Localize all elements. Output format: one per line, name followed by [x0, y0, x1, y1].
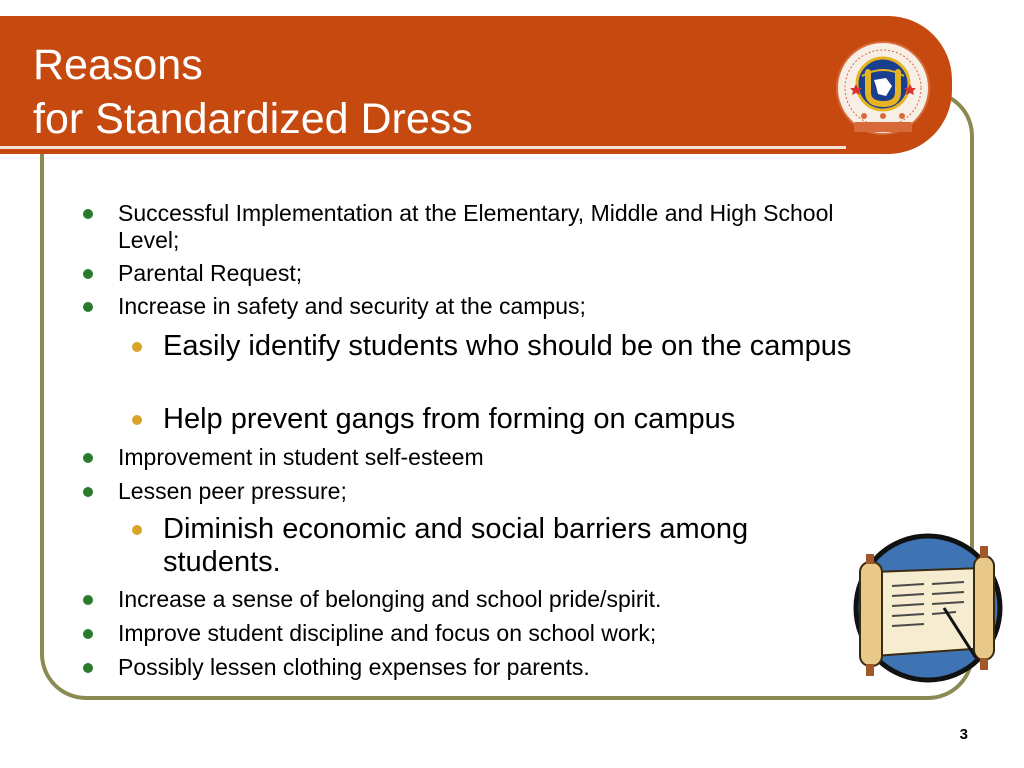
bullet-item: Successful Implementation at the Elementary, Middle and High School Level;	[118, 200, 858, 254]
scroll-icon	[852, 528, 1004, 688]
bullet-item: Improve student discipline and focus on school work;	[118, 620, 858, 647]
bullet-item: Increase in safety and security at the campus;	[118, 293, 858, 320]
bullet-item: Parental Request;	[118, 260, 858, 287]
sub-bullet-item: Easily identify students who should be on the campus	[163, 330, 863, 363]
bullet-item: Possibly lessen clothing expenses for parents.	[118, 654, 858, 681]
page-number: 3	[959, 726, 968, 743]
district-seal-icon	[828, 36, 938, 146]
title-bar	[0, 16, 952, 154]
title-underline	[0, 146, 846, 149]
sub-bullet-item: Diminish economic and social barriers among students.	[163, 513, 863, 579]
bullet-item: Improvement in student self-esteem	[118, 444, 858, 471]
bullet-item: Increase a sense of belonging and school pride/spirit.	[118, 586, 858, 613]
slide-title	[33, 38, 473, 146]
bullet-item: Lessen peer pressure;	[118, 478, 858, 505]
title-line-2: for Standardized Dress	[33, 95, 473, 143]
sub-bullet-item: Help prevent gangs from forming on campus	[163, 403, 863, 436]
title-line-1: Reasons	[33, 41, 203, 89]
